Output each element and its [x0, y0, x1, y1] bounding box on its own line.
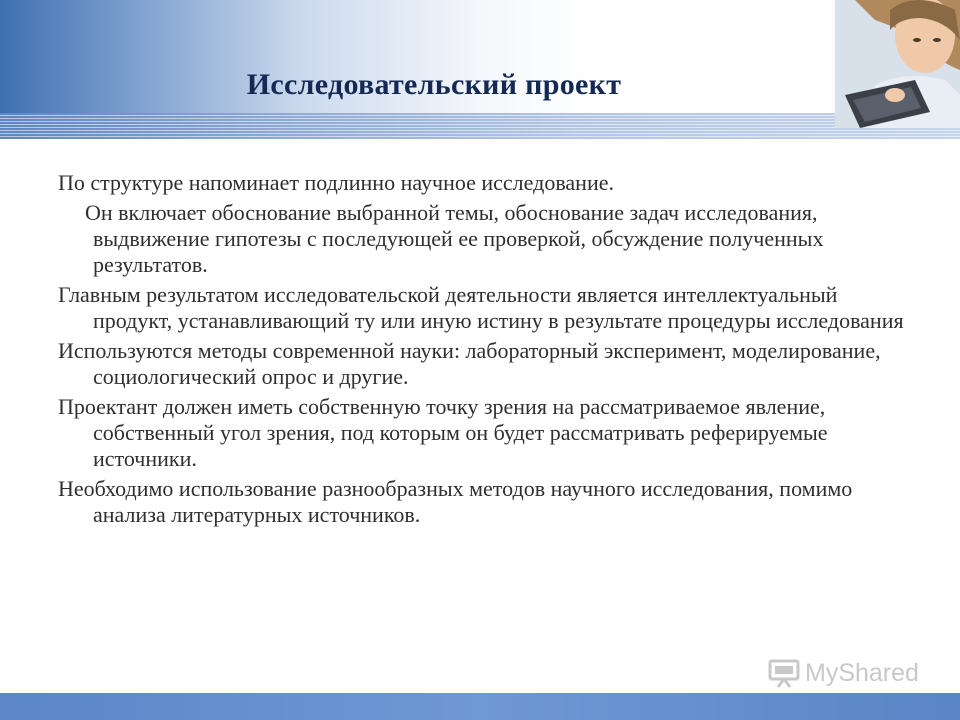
header-photo: [835, 0, 960, 128]
header-stripes: [0, 113, 960, 139]
paragraph-2: Он включает обоснование выбранной темы, обоснование задач исследования, выдвижение гипотезы с последующей ее проверкой, обсуждение полученных результатов.: [85, 200, 824, 277]
myshared-watermark: [767, 655, 919, 691]
paragraph-1: По структуре напоминает подлинно научное исследование.: [58, 170, 614, 195]
girl-at-laptop-illustration: [835, 0, 960, 128]
paragraph-3: Главным результатом исследовательской деятельности является интеллектуальный продукт, устанавливающий ту или иную истину в результате процедуры исследования: [58, 282, 904, 333]
slide-title: Исследовательский проект: [246, 68, 622, 101]
paragraph-5: Проектант должен иметь собственную точку зрения на рассматриваемое явление, собственный угол зрения, под которым он будет рассматривать реферируемые источники.: [58, 394, 828, 471]
watermark-text: MyShared: [805, 658, 919, 687]
slide-body: [58, 170, 908, 532]
header-band: [0, 0, 960, 120]
presentation-board-icon: [767, 658, 801, 688]
footer-bar: [0, 693, 960, 720]
paragraph-4: Используются методы современной науки: лабораторный эксперимент, моделирование, социологический опрос и другие.: [58, 338, 881, 389]
paragraph-6: Необходимо использование разнообразных методов научного исследования, помимо анализа литературных источников.: [58, 476, 853, 527]
